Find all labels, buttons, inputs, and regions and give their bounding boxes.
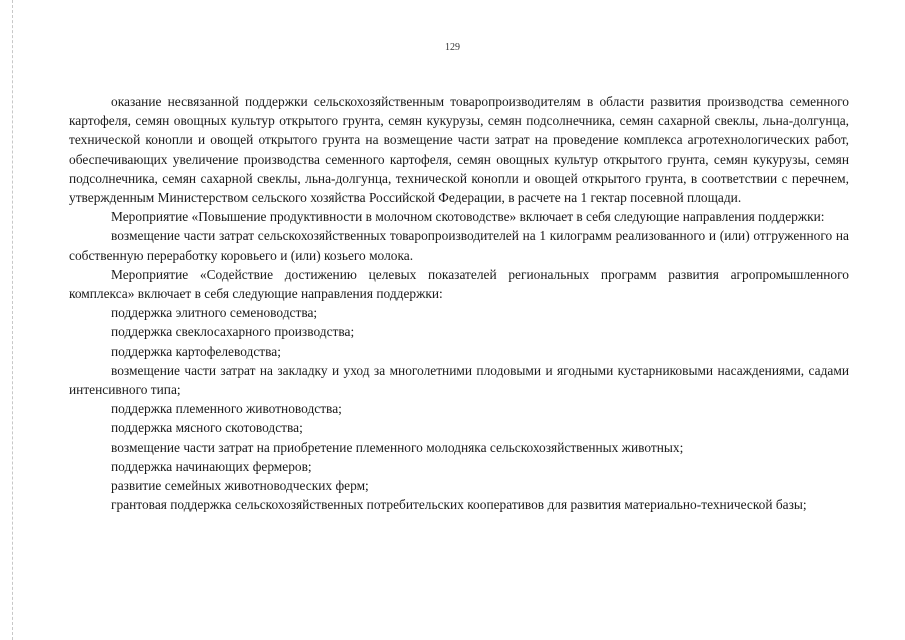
paragraph-seed-support: оказание несвязанной поддержки сельскохозяйственным товаропроизводителям в области развития производства семенного картофеля, семян овощных культур открытого грунта, семян кукурузы, семян подсолнечника, семян сахарной свеклы, льна-долгунца, технической конопли и овощей открытого грунта на возмещение части затрат на проведение комплекса агротехнологических работ, обеспечивающих увеличение производства семенного картофеля, семян овощных культур открытого грунта, семян кукурузы, семян подсолнечника, семян сахарной свеклы, льна-долгунца, технической конопли и овощей открытого грунта, в соответствии с перечнем, утвержденным Министерством сельского хозяйства Российской Федерации, в расчете на 1 гектар посевной площади. [69, 94, 849, 206]
list-item-cooperative-grants: грантовая поддержка сельскохозяйственных потребительских кооперативов для развития материально-технической базы; [111, 497, 807, 513]
paragraph-dairy-measure: Мероприятие «Повышение продуктивности в молочном скотоводстве» включает в себя следующие направления поддержки: [111, 209, 825, 225]
scan-edge-mark [12, 0, 13, 640]
list-item-young-stock: возмещение части затрат на приобретение племенного молодняка сельскохозяйственных животных; [111, 439, 684, 455]
paragraph-regional-measure: Мероприятие «Содействие достижению целевых показателей региональных программ развития агропромышленного комплекса» включает в себя следующие направления поддержки: [69, 266, 849, 302]
list-item-orchards: возмещение части затрат на закладку и уход за многолетними плодовыми и ягодными кустарниковыми насаждениями, садами интенсивного типа; [69, 362, 849, 398]
list-item-new-farmers: поддержка начинающих фермеров; [111, 458, 312, 474]
list-item-beef-cattle: поддержка мясного скотоводства; [111, 420, 303, 436]
list-item-family-farms: развитие семейных животноводческих ферм; [111, 478, 369, 494]
paragraph-milk-compensation: возмещение части затрат сельскохозяйственных товаропроизводителей на 1 килограмм реализованного и (или) отгруженного на собственную переработку коровьего и (или) козьего молока. [69, 228, 849, 263]
list-item-breeding: поддержка племенного животноводства; [111, 401, 342, 417]
page-number: 129 [445, 42, 460, 53]
list-item-sugar-beet: поддержка свеклосахарного производства; [111, 324, 355, 340]
list-item-elite-seeds: поддержка элитного семеноводства; [111, 305, 318, 321]
list-item-potato: поддержка картофелеводства; [111, 343, 281, 359]
document-body [69, 92, 849, 514]
